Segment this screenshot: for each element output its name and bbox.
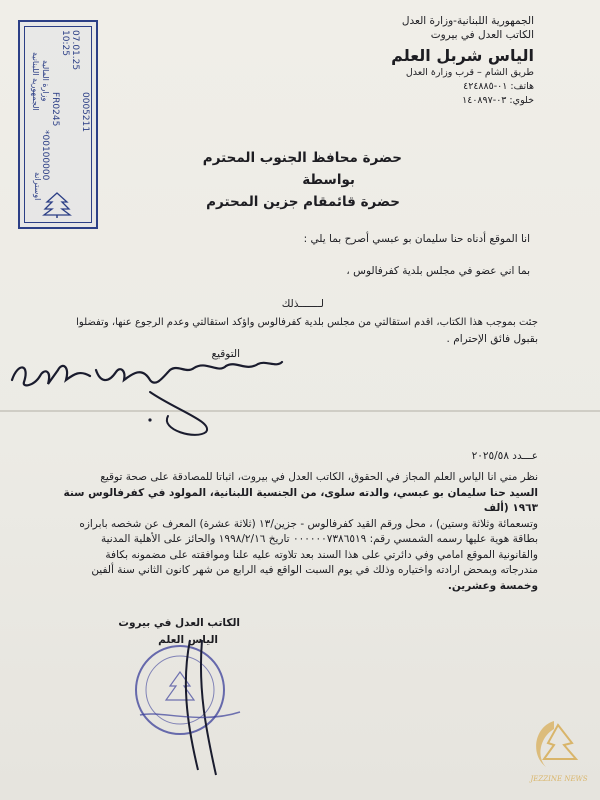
signature-label: التوقيع [211, 348, 240, 360]
letterhead-notary-name: الياس شربل العلم [391, 46, 534, 65]
letter-therefore: لـــــــذلك [281, 298, 324, 310]
notary-line-7: وخمسة وعشرين. [447, 579, 538, 592]
stamp-republic-text: الجمهورية اللبنانية [31, 52, 40, 111]
letterhead-phone: هاتف: ٠١-٤٢٤٨٨٥ [463, 81, 534, 92]
addressee-district: حضرة قائمقام جزين المحترم [206, 194, 400, 210]
letterhead-mobile: خلوي: ٠٣-١٤٠٨٩٧ [462, 95, 534, 106]
letterhead-notary-title: الكاتب العدل في بيروت [430, 29, 534, 41]
letterhead-address: طريق الشام – قرب وزارة العدل [405, 67, 534, 78]
stamp-bottom-text: اوسترانة [33, 172, 42, 201]
closing-name: الياس العلم [158, 634, 218, 646]
notary-certification [38, 470, 538, 594]
stamp-ministry-text: وزارة المالية [41, 60, 50, 102]
fiscal-stamp [18, 20, 98, 229]
stamp-time: 10:25 [60, 30, 70, 56]
notary-line-5: والقانونية الموقع امامي وفي دائرتي على هذا السند بعد تلاوته عليه علنا وموافقته على مضمونه بكافة [105, 548, 538, 561]
handwritten-signature [0, 340, 300, 440]
notary-line-6: مندرجاته وبمحض ارادته واختياره وذلك في يوم السبت الواقع فيه الرابع من شهر كانون الثاني سنة ألفين [91, 564, 538, 576]
record-number: عـــدد ٢٠٢٥/٥٨ [471, 450, 538, 462]
notary-line-4: بطاقة هوية عليها رسمه الشمسي رقم: ٠٠٠٠٠٠٧٣٨٦٥١٩ تاريخ ١٩٩٨/٢/١٦ والحائز على الأهلية المدنية [100, 533, 538, 545]
letter-member: بما اني عضو في مجلس بلدية كفرفالوس ، [346, 265, 530, 277]
notary-seal [120, 620, 260, 780]
letter-intro: انا الموقع أدناه حنا سليمان بو عبسي أصرح بما يلي : [303, 233, 530, 245]
notary-line-2: السيد حنا سليمان بو عبسي، والدته سلوى، من الجنسية اللبنانية، المولود في كفرفالوس سنة ١٩٦٣ (ألف [63, 486, 538, 514]
notary-line-3: وتسعمائة وثلاثة وستين) ، محل ورقم القيد كفرفالوس - جزين/١٣ (ثلاثة عشرة) المعرف عن شخصه بابرازه [79, 517, 538, 530]
stamp-amount: *00100000 [40, 130, 50, 181]
addressee-via: بواسطة [302, 172, 355, 188]
closing-title: الكاتب العدل في بيروت [118, 617, 240, 629]
stamp-date: 07.01.25 [70, 30, 80, 71]
logo-text: JEZZINE NEWS [530, 775, 588, 783]
stamp-code: FR0245 [50, 92, 60, 127]
cedar-icon [42, 192, 72, 218]
letter-closing: بقبول فائق الإحترام . [446, 333, 538, 345]
letter-resignation: جئت بموجب هذا الكتاب، اقدم استقالتي من مجلس بلدية كفرفالوس واؤكد استقالتي وعدم الرجوع عنها، وتفضلوا [76, 317, 538, 328]
letterhead [334, 14, 534, 108]
notary-line-1: نظر مني انا الياس العلم المجاز في الحقوق، الكاتب العدل في بيروت، اثباتا للمصادقة على صحة توقيع [100, 471, 538, 483]
stamp-serial: 0005211 [80, 92, 90, 133]
addressee-governor: حضرة محافظ الجنوب المحترم [202, 150, 402, 166]
letterhead-ministry: الجمهورية اللبنانية-وزارة العدل [401, 15, 534, 27]
jezzine-news-logo [520, 715, 598, 793]
